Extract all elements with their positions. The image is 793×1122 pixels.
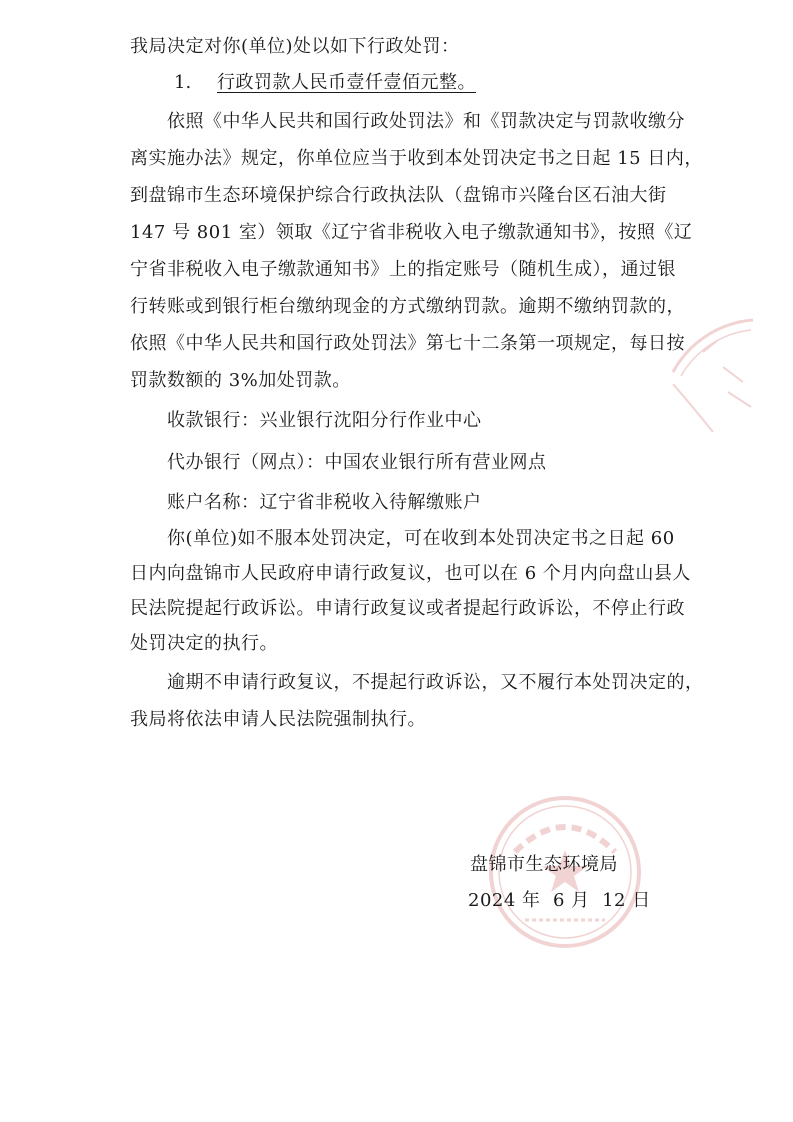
basis-line: 到盘锦市生态环境保护综合行政执法队（盘锦市兴隆台区石油大街 [130,185,667,206]
issue-date: 2024 年 6 月 12 日 [468,890,651,911]
receiving-bank: 收款银行：兴业银行沈阳分行作业中心 [167,410,482,431]
penalty-item-text: 行政罚款人民币壹仟壹佰元整。 [217,72,476,93]
enforcement-line: 逾期不申请行政复议，不提起行政诉讼，又不履行本处罚决定的， [167,672,704,693]
appeal-line: 民法院提起行政诉讼。申请行政复议或者提起行政诉讼，不停止行政 [130,598,685,619]
decision-intro: 我局决定对你(单位)处以如下行政处罚： [130,36,460,57]
appeal-line: 处罚决定的执行。 [130,633,278,654]
appeal-line: 日内向盘锦市人民政府申请行政复议，也可以在 6 个月内向盘山县人 [130,563,691,584]
basis-line: 147 号 801 室）领取《辽宁省非税收入电子缴款通知书》，按照《辽 [130,222,693,243]
basis-line: 依照《中华人民共和国行政处罚法》和《罚款决定与罚款收缴分 [167,111,685,132]
account-name: 账户名称：辽宁省非税收入待解缴账户 [167,492,482,513]
basis-line: 宁省非税收入电子缴款通知书》上的指定账号（随机生成），通过银 [130,259,676,280]
appeal-line: 你(单位)如不服本处罚决定，可在收到本处罚决定书之日起 60 [167,528,675,549]
basis-line: 依照《中华人民共和国行政处罚法》第七十二条第一项规定，每日按 [130,333,685,354]
basis-line: 离实施办法》规定，你单位应当于收到本处罚决定书之日起 15 日内， [130,148,703,169]
penalty-item-number: 1. [174,72,192,93]
issuing-authority: 盘锦市生态环境局 [470,854,618,875]
basis-line: 罚款数额的 3%加处罚款。 [130,370,351,391]
basis-line: 行转账或到银行柜台缴纳现金的方式缴纳罚款。逾期不缴纳罚款的， [130,296,685,317]
enforcement-line: 我局将依法申请人民法院强制执行。 [130,709,426,730]
agent-bank: 代办银行（网点）：中国农业银行所有营业网点 [167,452,547,473]
